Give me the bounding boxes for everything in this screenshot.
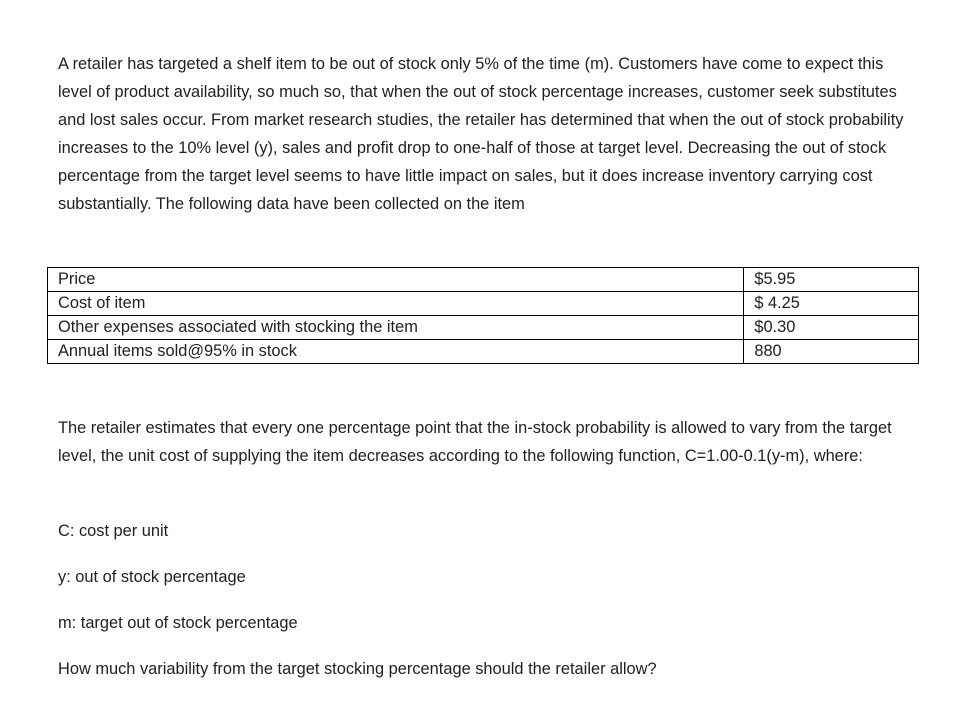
cost-function-paragraph: The retailer estimates that every one percentage point that the in-stock probability is allowed to vary from the target level, the unit cost of supplying the item decreases according to the following function, C=1.00-0.1(y-m), where: bbox=[58, 419, 892, 465]
row-value: $0.30 bbox=[744, 316, 919, 340]
intro-paragraph: A retailer has targeted a shelf item to be out of stock only 5% of the time (m). Customers have come to expect this level of product availability, so much so, that when the out of stock percentage increases, customer seek substitutes and lost sales occur. From market research studies, the retailer has determined that when the out of stock probability increases to the 10% level (y), sales and profit drop to one-half of those at target level. Decreasing the out of stock percentage from the target level seems to have little impact on sales, but it does increase inventory carrying cost substantially. The following data have been collected on the item bbox=[58, 55, 904, 213]
row-label: Annual items sold@95% in stock bbox=[48, 340, 744, 364]
row-value: 880 bbox=[744, 340, 919, 364]
row-label: Cost of item bbox=[48, 292, 744, 316]
table-row bbox=[48, 268, 919, 292]
row-label: Other expenses associated with stocking the item bbox=[48, 316, 744, 340]
table-row bbox=[48, 340, 919, 364]
row-label: Price bbox=[48, 268, 744, 292]
table-row bbox=[48, 316, 919, 340]
row-value: $ 4.25 bbox=[744, 292, 919, 316]
item-data-table bbox=[47, 267, 919, 364]
definition-m: m: target out of stock percentage bbox=[58, 614, 298, 632]
table-row bbox=[48, 292, 919, 316]
definition-c: C: cost per unit bbox=[58, 522, 169, 540]
row-value: $5.95 bbox=[744, 268, 919, 292]
definition-y: y: out of stock percentage bbox=[58, 568, 246, 586]
question-paragraph: How much variability from the target stocking percentage should the retailer allow? bbox=[58, 660, 657, 678]
